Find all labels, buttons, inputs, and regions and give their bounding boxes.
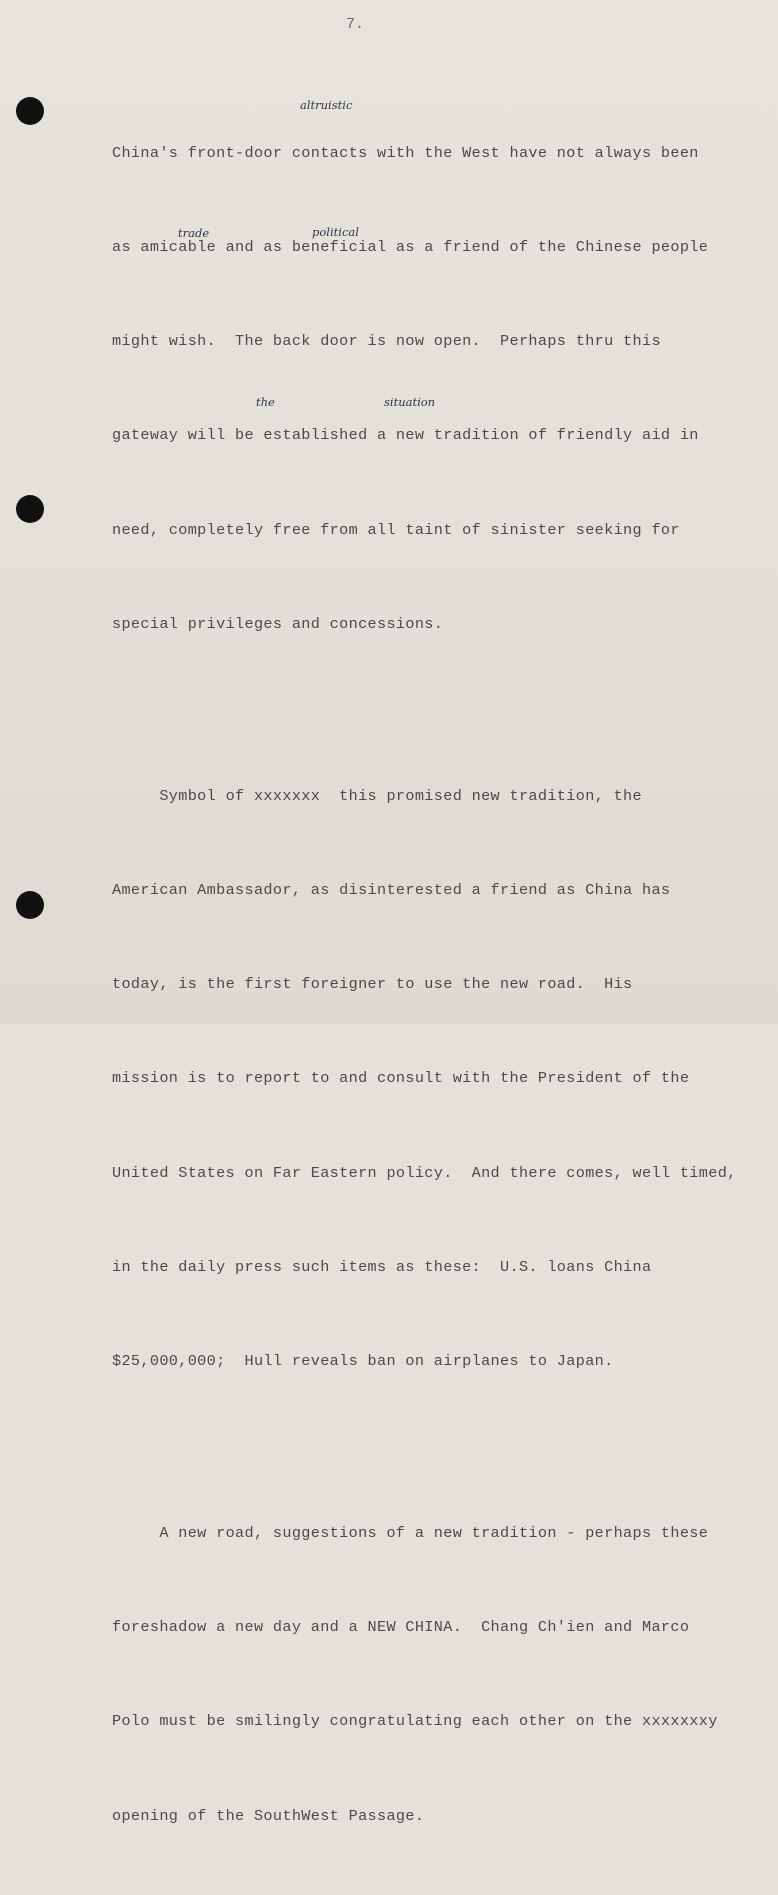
- text-line: Symbol of xxxxxxx this promised new tradition, the: [112, 786, 642, 805]
- handwritten-note-political: political: [312, 225, 359, 239]
- handwritten-note-trade: trade: [178, 226, 210, 240]
- text-line: United States on Far Eastern policy. And there comes, well timed,: [112, 1163, 737, 1182]
- text-line: foreshadow a new day and a NEW CHINA. Chang Ch'ien and Marco: [112, 1618, 690, 1637]
- page-number: 7.: [346, 16, 365, 33]
- handwritten-note-the: the: [256, 395, 275, 409]
- text-line: $25,000,000; Hull reveals ban on airplanes to Japan.: [112, 1352, 614, 1371]
- binder-hole-bottom: [16, 891, 44, 919]
- text-line: China's front-door contacts with the West have not always been: [112, 143, 699, 162]
- text-line: American Ambassador, as disinterested a friend as China has: [112, 881, 671, 900]
- text-line: might wish. The back door is now open. Perhaps thru this: [112, 332, 661, 351]
- text-line: special privileges and concessions.: [112, 614, 444, 633]
- handwritten-note-altruistic: altruistic: [300, 98, 353, 112]
- text-line: gateway will be established a new tradition of friendly aid in: [112, 426, 699, 445]
- text-line: need, completely free from all taint of sinister seeking for: [112, 520, 680, 539]
- text-line: mission is to report to and consult with the President of the: [112, 1069, 690, 1088]
- handwritten-note-situation: situation: [384, 395, 436, 409]
- typed-text-body: [112, 75, 742, 1895]
- text-line: A new road, suggestions of a new tradition - perhaps these: [112, 1524, 709, 1543]
- text-line: Polo must be smilingly congratulating each other on the xxxxxxxy: [112, 1712, 718, 1731]
- text-line: today, is the first foreigner to use the new road. His: [112, 975, 633, 994]
- binder-hole-top: [16, 97, 44, 125]
- text-line: opening of the SouthWest Passage.: [112, 1806, 425, 1825]
- text-line: in the daily press such items as these: U.S. loans China: [112, 1257, 652, 1276]
- binder-hole-middle: [16, 495, 44, 523]
- text-line: as amicable and as beneficial as a friend of the Chinese people: [112, 238, 709, 257]
